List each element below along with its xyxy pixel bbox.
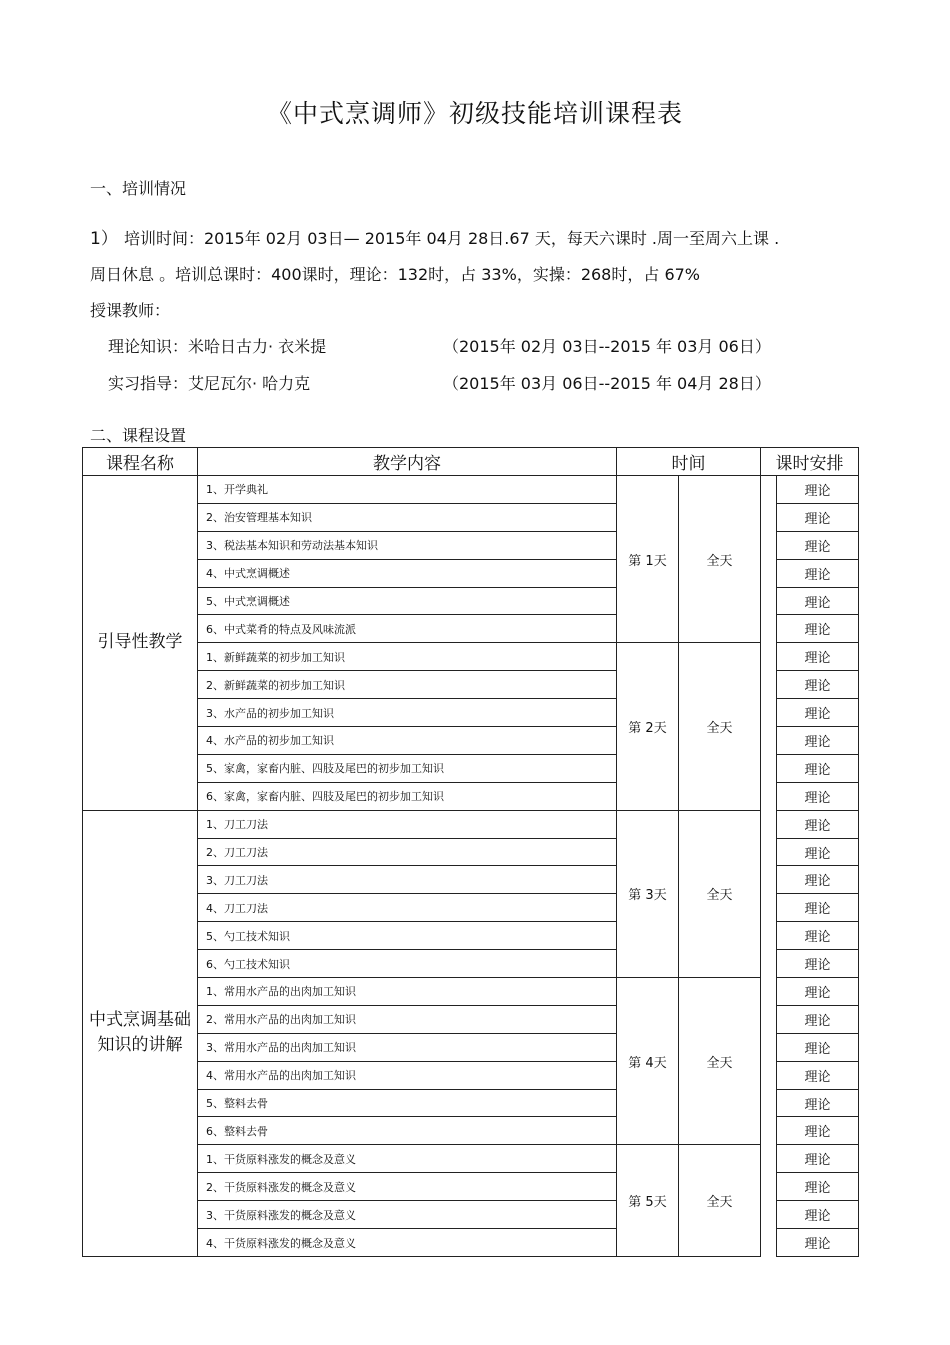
hours-cell: 理论	[777, 587, 859, 615]
spacer-cell	[761, 894, 777, 922]
table-row	[83, 1145, 859, 1173]
content-cell: 4、刀工刀法	[198, 894, 617, 922]
content-cell: 6、家禽，家畜内脏、四肢及尾巴的初步加工知识	[198, 782, 617, 810]
hours-cell: 理论	[777, 643, 859, 671]
content-cell: 6、中式菜肴的特点及风味流派	[198, 615, 617, 643]
course-schedule-table	[82, 447, 859, 1257]
content-cell: 1、干货原料涨发的概念及意义	[198, 1145, 617, 1173]
content-cell: 2、新鲜蔬菜的初步加工知识	[198, 671, 617, 699]
spacer-cell	[761, 503, 777, 531]
spacer-cell	[761, 476, 777, 504]
table-row	[83, 978, 859, 1006]
item-marker: 1）	[90, 229, 118, 249]
content-cell: 1、开学典礼	[198, 476, 617, 504]
section2-heading: 二、课程设置	[90, 426, 187, 445]
day-span-cell: 全天	[679, 643, 761, 810]
content-cell: 3、刀工刀法	[198, 866, 617, 894]
spacer-cell	[761, 1229, 777, 1257]
hours-cell: 理论	[777, 727, 859, 755]
hours-cell: 理论	[777, 1201, 859, 1229]
spacer-cell	[761, 978, 777, 1006]
hours-cell: 理论	[777, 1033, 859, 1061]
table-row	[83, 643, 859, 671]
content-cell: 4、干货原料涨发的概念及意义	[198, 1229, 617, 1257]
spacer-cell	[761, 1005, 777, 1033]
content-cell: 2、干货原料涨发的概念及意义	[198, 1173, 617, 1201]
day-cell: 第 5天	[617, 1145, 679, 1257]
spacer-cell	[761, 866, 777, 894]
hours-cell: 理论	[777, 754, 859, 782]
content-cell: 4、常用水产品的出肉加工知识	[198, 1061, 617, 1089]
hours-cell: 理论	[777, 782, 859, 810]
hours-cell: 理论	[777, 922, 859, 950]
hours-cell: 理论	[777, 810, 859, 838]
content-cell: 1、刀工刀法	[198, 810, 617, 838]
section1-heading: 一、培训情况	[90, 179, 187, 198]
table-header-row	[83, 448, 859, 476]
content-cell: 2、常用水产品的出肉加工知识	[198, 1005, 617, 1033]
spacer-cell	[761, 1033, 777, 1061]
hours-cell: 理论	[777, 699, 859, 727]
header-course-name: 课程名称	[83, 448, 198, 476]
content-cell: 1、新鲜蔬菜的初步加工知识	[198, 643, 617, 671]
content-cell: 4、水产品的初步加工知识	[198, 727, 617, 755]
spacer-cell	[761, 782, 777, 810]
spacer-cell	[761, 559, 777, 587]
teacher-heading: 授课教师：	[90, 301, 171, 320]
content-cell: 1、常用水产品的出肉加工知识	[198, 978, 617, 1006]
table-row	[83, 810, 859, 838]
spacer-cell	[761, 1117, 777, 1145]
teacher-practice-period: （2015年 03月 06日--2015 年 04月 28日）	[443, 374, 771, 393]
spacer-cell	[761, 810, 777, 838]
spacer-cell	[761, 671, 777, 699]
spacer-cell	[761, 531, 777, 559]
table-body	[83, 476, 859, 1257]
spacer-cell	[761, 1061, 777, 1089]
content-cell: 3、税法基本知识和劳动法基本知识	[198, 531, 617, 559]
header-hours: 课时安排	[761, 448, 859, 476]
content-cell: 5、勺工技术知识	[198, 922, 617, 950]
content-cell: 6、勺工技术知识	[198, 950, 617, 978]
day-cell: 第 3天	[617, 810, 679, 977]
content-cell: 5、家禽，家畜内脏、四肢及尾巴的初步加工知识	[198, 754, 617, 782]
hours-cell: 理论	[777, 838, 859, 866]
spacer-cell	[761, 699, 777, 727]
content-cell: 5、整料去骨	[198, 1089, 617, 1117]
course-name-cell: 引导性教学	[83, 476, 198, 811]
content-cell: 3、水产品的初步加工知识	[198, 699, 617, 727]
hours-cell: 理论	[777, 1145, 859, 1173]
spacer-cell	[761, 1089, 777, 1117]
hours-cell: 理论	[777, 1117, 859, 1145]
hours-cell: 理论	[777, 671, 859, 699]
content-cell: 3、干货原料涨发的概念及意义	[198, 1201, 617, 1229]
content-cell: 3、常用水产品的出肉加工知识	[198, 1033, 617, 1061]
hours-cell: 理论	[777, 1005, 859, 1033]
training-time-line: 培训时间：2015年 02月 03日— 2015年 04月 28日.67 天，每天六课时 .周一至周六上课 .	[124, 229, 780, 248]
hours-cell: 理论	[777, 1089, 859, 1117]
day-cell: 第 2天	[617, 643, 679, 810]
content-cell: 2、刀工刀法	[198, 838, 617, 866]
spacer-cell	[761, 587, 777, 615]
day-span-cell: 全天	[679, 978, 761, 1145]
spacer-cell	[761, 727, 777, 755]
content-cell: 5、中式烹调概述	[198, 587, 617, 615]
hours-cell: 理论	[777, 894, 859, 922]
day-span-cell: 全天	[679, 476, 761, 643]
teacher-theory-period: （2015年 02月 03日--2015 年 03月 06日）	[443, 337, 771, 356]
spacer-cell	[761, 1145, 777, 1173]
teacher-theory-role: 理论知识：米哈日古力· 衣米提	[108, 337, 327, 356]
hours-cell: 理论	[777, 559, 859, 587]
spacer-cell	[761, 615, 777, 643]
spacer-cell	[761, 950, 777, 978]
training-hours-line: 周日休息 。培训总课时：400课时，理论：132时，占 33%，实操：268时，占 67%	[90, 265, 701, 284]
content-cell: 6、整料去骨	[198, 1117, 617, 1145]
day-span-cell: 全天	[679, 1145, 761, 1257]
hours-cell: 理论	[777, 1229, 859, 1257]
spacer-cell	[761, 922, 777, 950]
spacer-cell	[761, 643, 777, 671]
hours-cell: 理论	[777, 1061, 859, 1089]
spacer-cell	[761, 754, 777, 782]
document-title: 《中式烹调师》初级技能培训课程表	[266, 99, 683, 128]
spacer-cell	[761, 1173, 777, 1201]
header-content: 教学内容	[198, 448, 617, 476]
hours-cell: 理论	[777, 503, 859, 531]
teacher-practice-role: 实习指导：艾尼瓦尔· 哈力克	[108, 374, 311, 393]
hours-cell: 理论	[777, 978, 859, 1006]
hours-cell: 理论	[777, 866, 859, 894]
hours-cell: 理论	[777, 531, 859, 559]
header-time: 时间	[617, 448, 761, 476]
table-row	[83, 476, 859, 504]
spacer-cell	[761, 1201, 777, 1229]
hours-cell: 理论	[777, 615, 859, 643]
content-cell: 2、治安管理基本知识	[198, 503, 617, 531]
content-cell: 4、中式烹调概述	[198, 559, 617, 587]
course-name-cell: 中式烹调基础知识的讲解	[83, 810, 198, 1256]
spacer-cell	[761, 838, 777, 866]
hours-cell: 理论	[777, 476, 859, 504]
day-cell: 第 1天	[617, 476, 679, 643]
hours-cell: 理论	[777, 950, 859, 978]
day-span-cell: 全天	[679, 810, 761, 977]
hours-cell: 理论	[777, 1173, 859, 1201]
day-cell: 第 4天	[617, 978, 679, 1145]
